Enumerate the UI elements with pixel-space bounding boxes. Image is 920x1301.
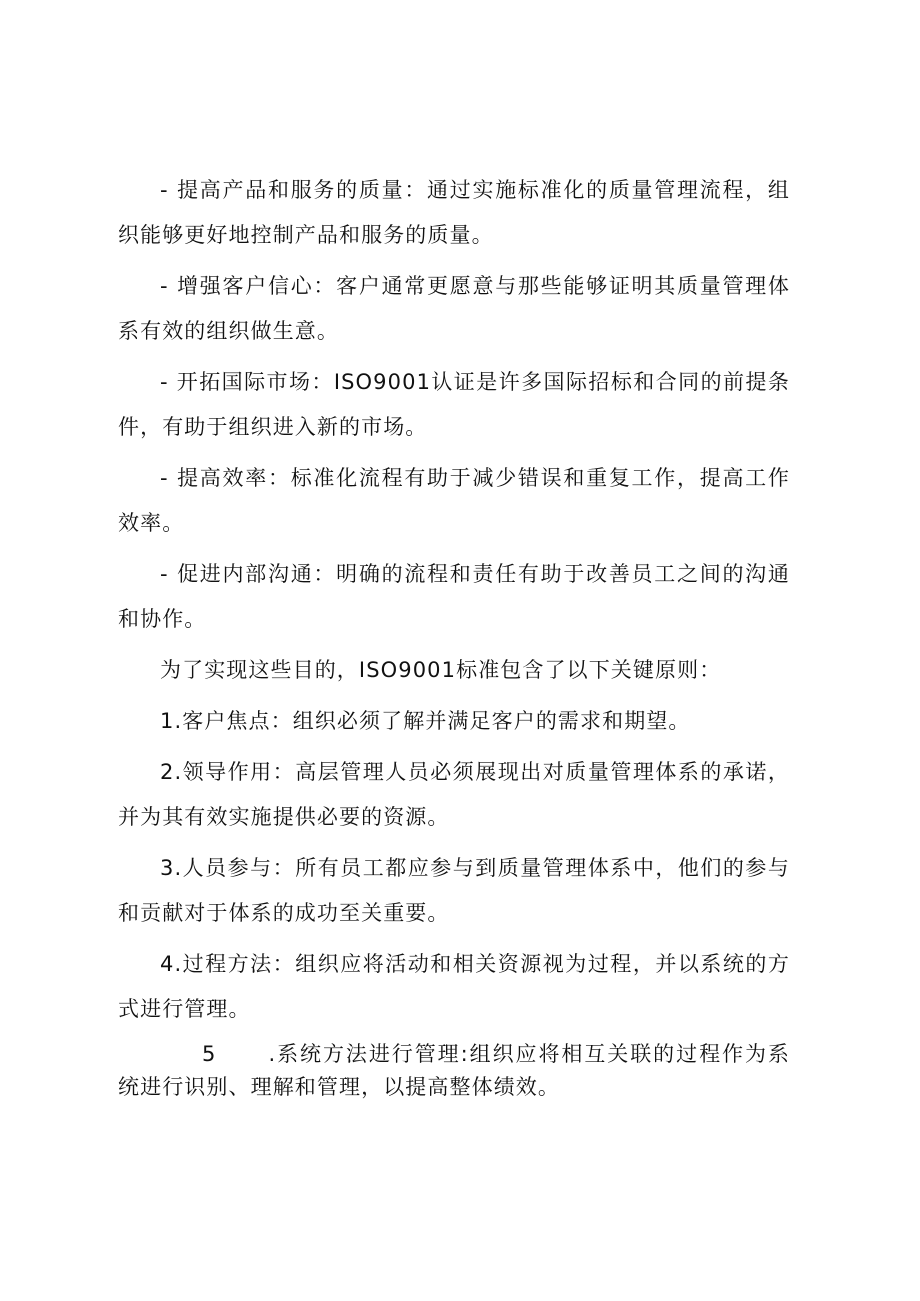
principle-1: 1.客户焦点：组织必须了解并满足客户的需求和期望。 — [160, 709, 691, 733]
principle-4: 4.过程方法：组织应将活动和相关资源视为过程，并以系统的方式进行管理。 — [118, 952, 790, 1021]
paragraph-quality: - 提高产品和服务的质量：通过实施标准化的质量管理流程，组织能够更好地控制产品和服务的质量。 — [118, 178, 790, 247]
document-body — [118, 168, 790, 1110]
principle-2: 2.领导作用：高层管理人员必须展现出对质量管理体系的承诺，并为其有效实施提供必要的资源。 — [118, 760, 790, 829]
principle-5-text: .系统方法进行管理:组织应将相互关联的过程作为系统进行识别、理解和管理，以提高整体绩效。 — [118, 1042, 790, 1099]
principle-3: 3.人员参与：所有员工都应参与到质量管理体系中，他们的参与和贡献对于体系的成功至关重要。 — [118, 856, 790, 925]
paragraph-efficiency: - 提高效率：标准化流程有助于减少错误和重复工作，提高工作效率。 — [118, 466, 790, 535]
principle-5 — [118, 1038, 790, 1104]
paragraph-internal-communication: - 促进内部沟通：明确的流程和责任有助于改善员工之间的沟通和协作。 — [118, 562, 790, 631]
principle-5-number: 5 — [202, 1042, 217, 1066]
paragraph-international-market: - 开拓国际市场：ISO9001认证是许多国际招标和合同的前提条件，有助于组织进入新的市场。 — [118, 370, 790, 439]
paragraph-customer-confidence: - 增强客户信心：客户通常更愿意与那些能够证明其质量管理体系有效的组织做生意。 — [118, 274, 790, 343]
paragraph-principles-intro: 为了实现这些目的，ISO9001标准包含了以下关键原则： — [160, 658, 722, 682]
